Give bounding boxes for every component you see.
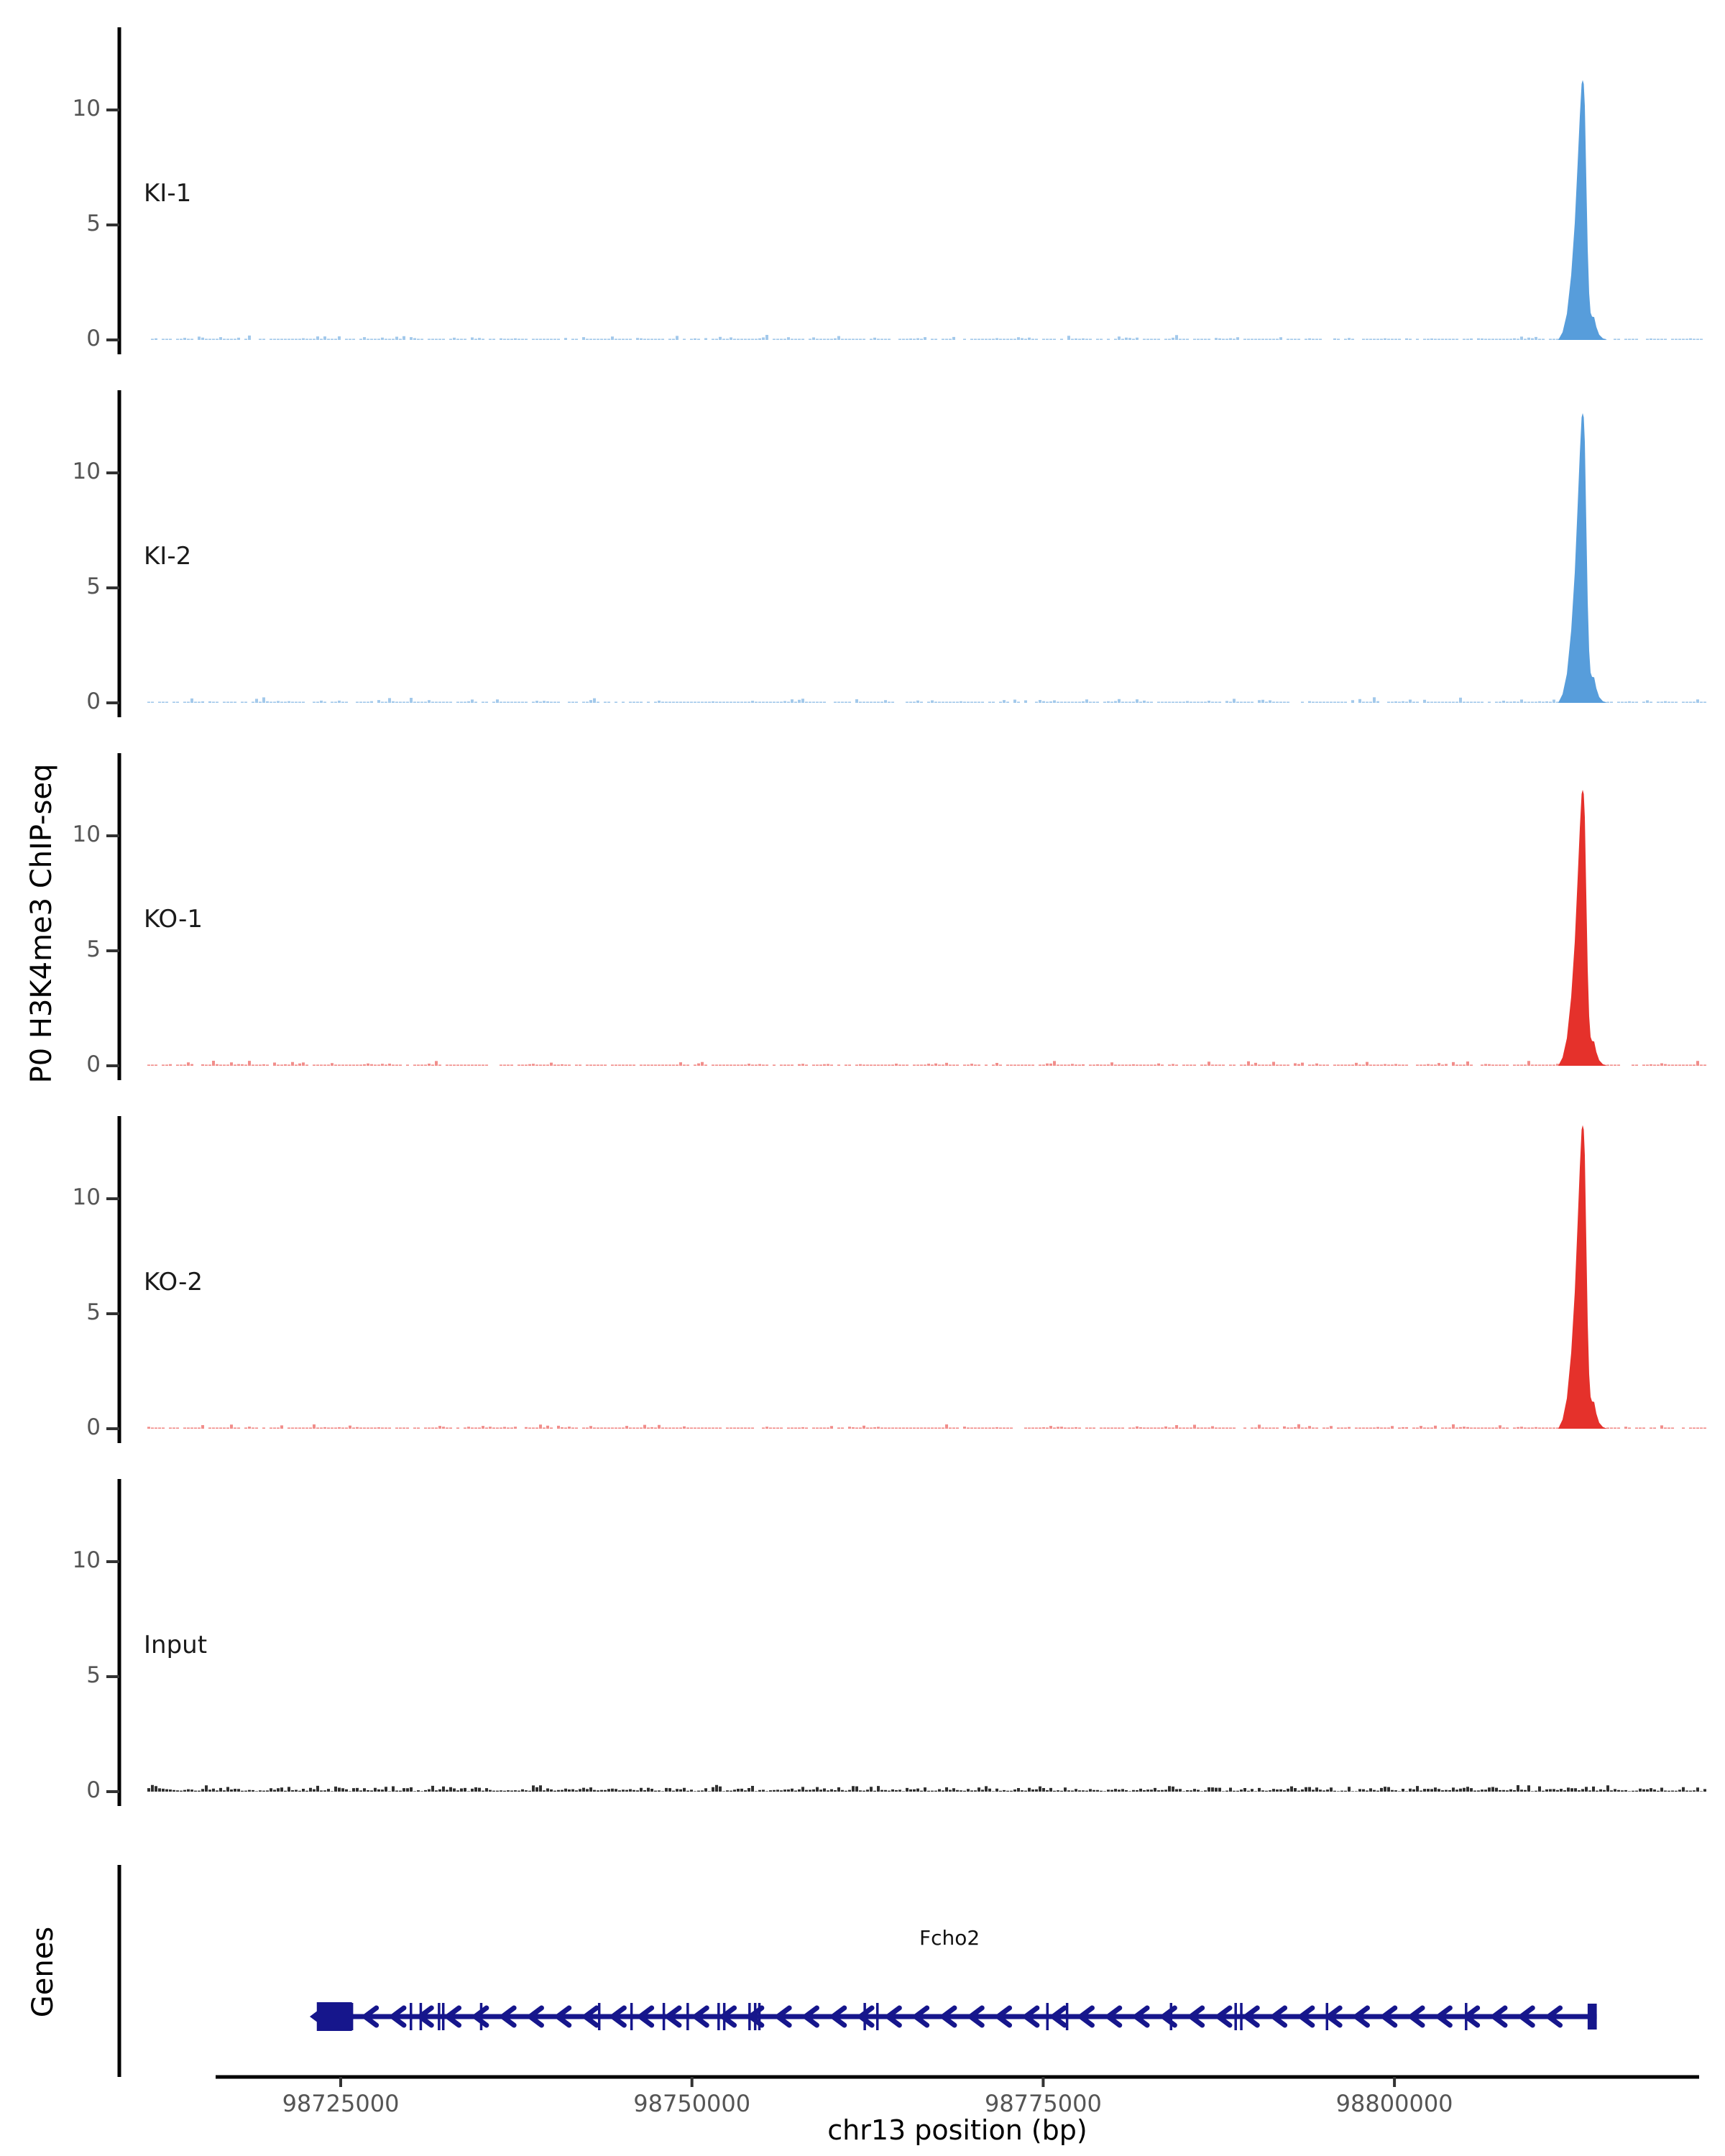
x-tick-label: 98725000 [282,2090,400,2117]
gene-start-block [317,2002,352,2031]
track-label: KO-1 [144,905,203,934]
chip-peak-area [1558,413,1607,703]
y-tick-label: 0 [86,326,101,351]
baseline-noise [151,335,1703,340]
y-tick-label: 0 [86,1051,101,1077]
x-axis-title: chr13 position (bp) [827,2114,1087,2146]
y-tick-label: 0 [86,1414,101,1440]
gene-name-label: Fcho2 [919,1926,980,1950]
y-tick-label: 0 [86,688,101,714]
y-tick-label: 10 [72,1184,101,1210]
y-tick-label: 5 [86,211,101,236]
y-tick-label: 10 [72,1547,101,1573]
track-label: KI-2 [144,542,192,571]
y-tick-label: 10 [72,96,101,121]
track-label: KO-2 [144,1268,203,1296]
genes-axis-title: Genes [27,1926,60,2018]
y-tick-label: 10 [72,459,101,484]
baseline-noise [147,697,1706,703]
gene-end-block [1588,2004,1597,2030]
y-tick-label: 5 [86,936,101,962]
y-tick-label: 0 [86,1777,101,1803]
baseline-noise [147,1785,1706,1792]
track-label: KI-1 [144,179,192,208]
y-tick-label: 5 [86,573,101,599]
x-tick-label: 98750000 [633,2090,751,2117]
chip-peak-area [1558,790,1607,1066]
y-tick-label: 5 [86,1662,101,1688]
y-tick-label: 10 [72,821,101,847]
chip-peak-area [1558,1125,1607,1429]
x-tick-label: 98800000 [1335,2090,1453,2117]
y-tick-label: 5 [86,1299,101,1325]
baseline-noise [147,1424,1706,1429]
track-label: Input [144,1631,208,1659]
x-tick-label: 98775000 [984,2090,1102,2117]
chip-peak-area [1558,80,1607,340]
baseline-noise [147,1061,1706,1066]
y-axis-title: P0 H3K4me3 ChIP-seq [25,763,58,1084]
